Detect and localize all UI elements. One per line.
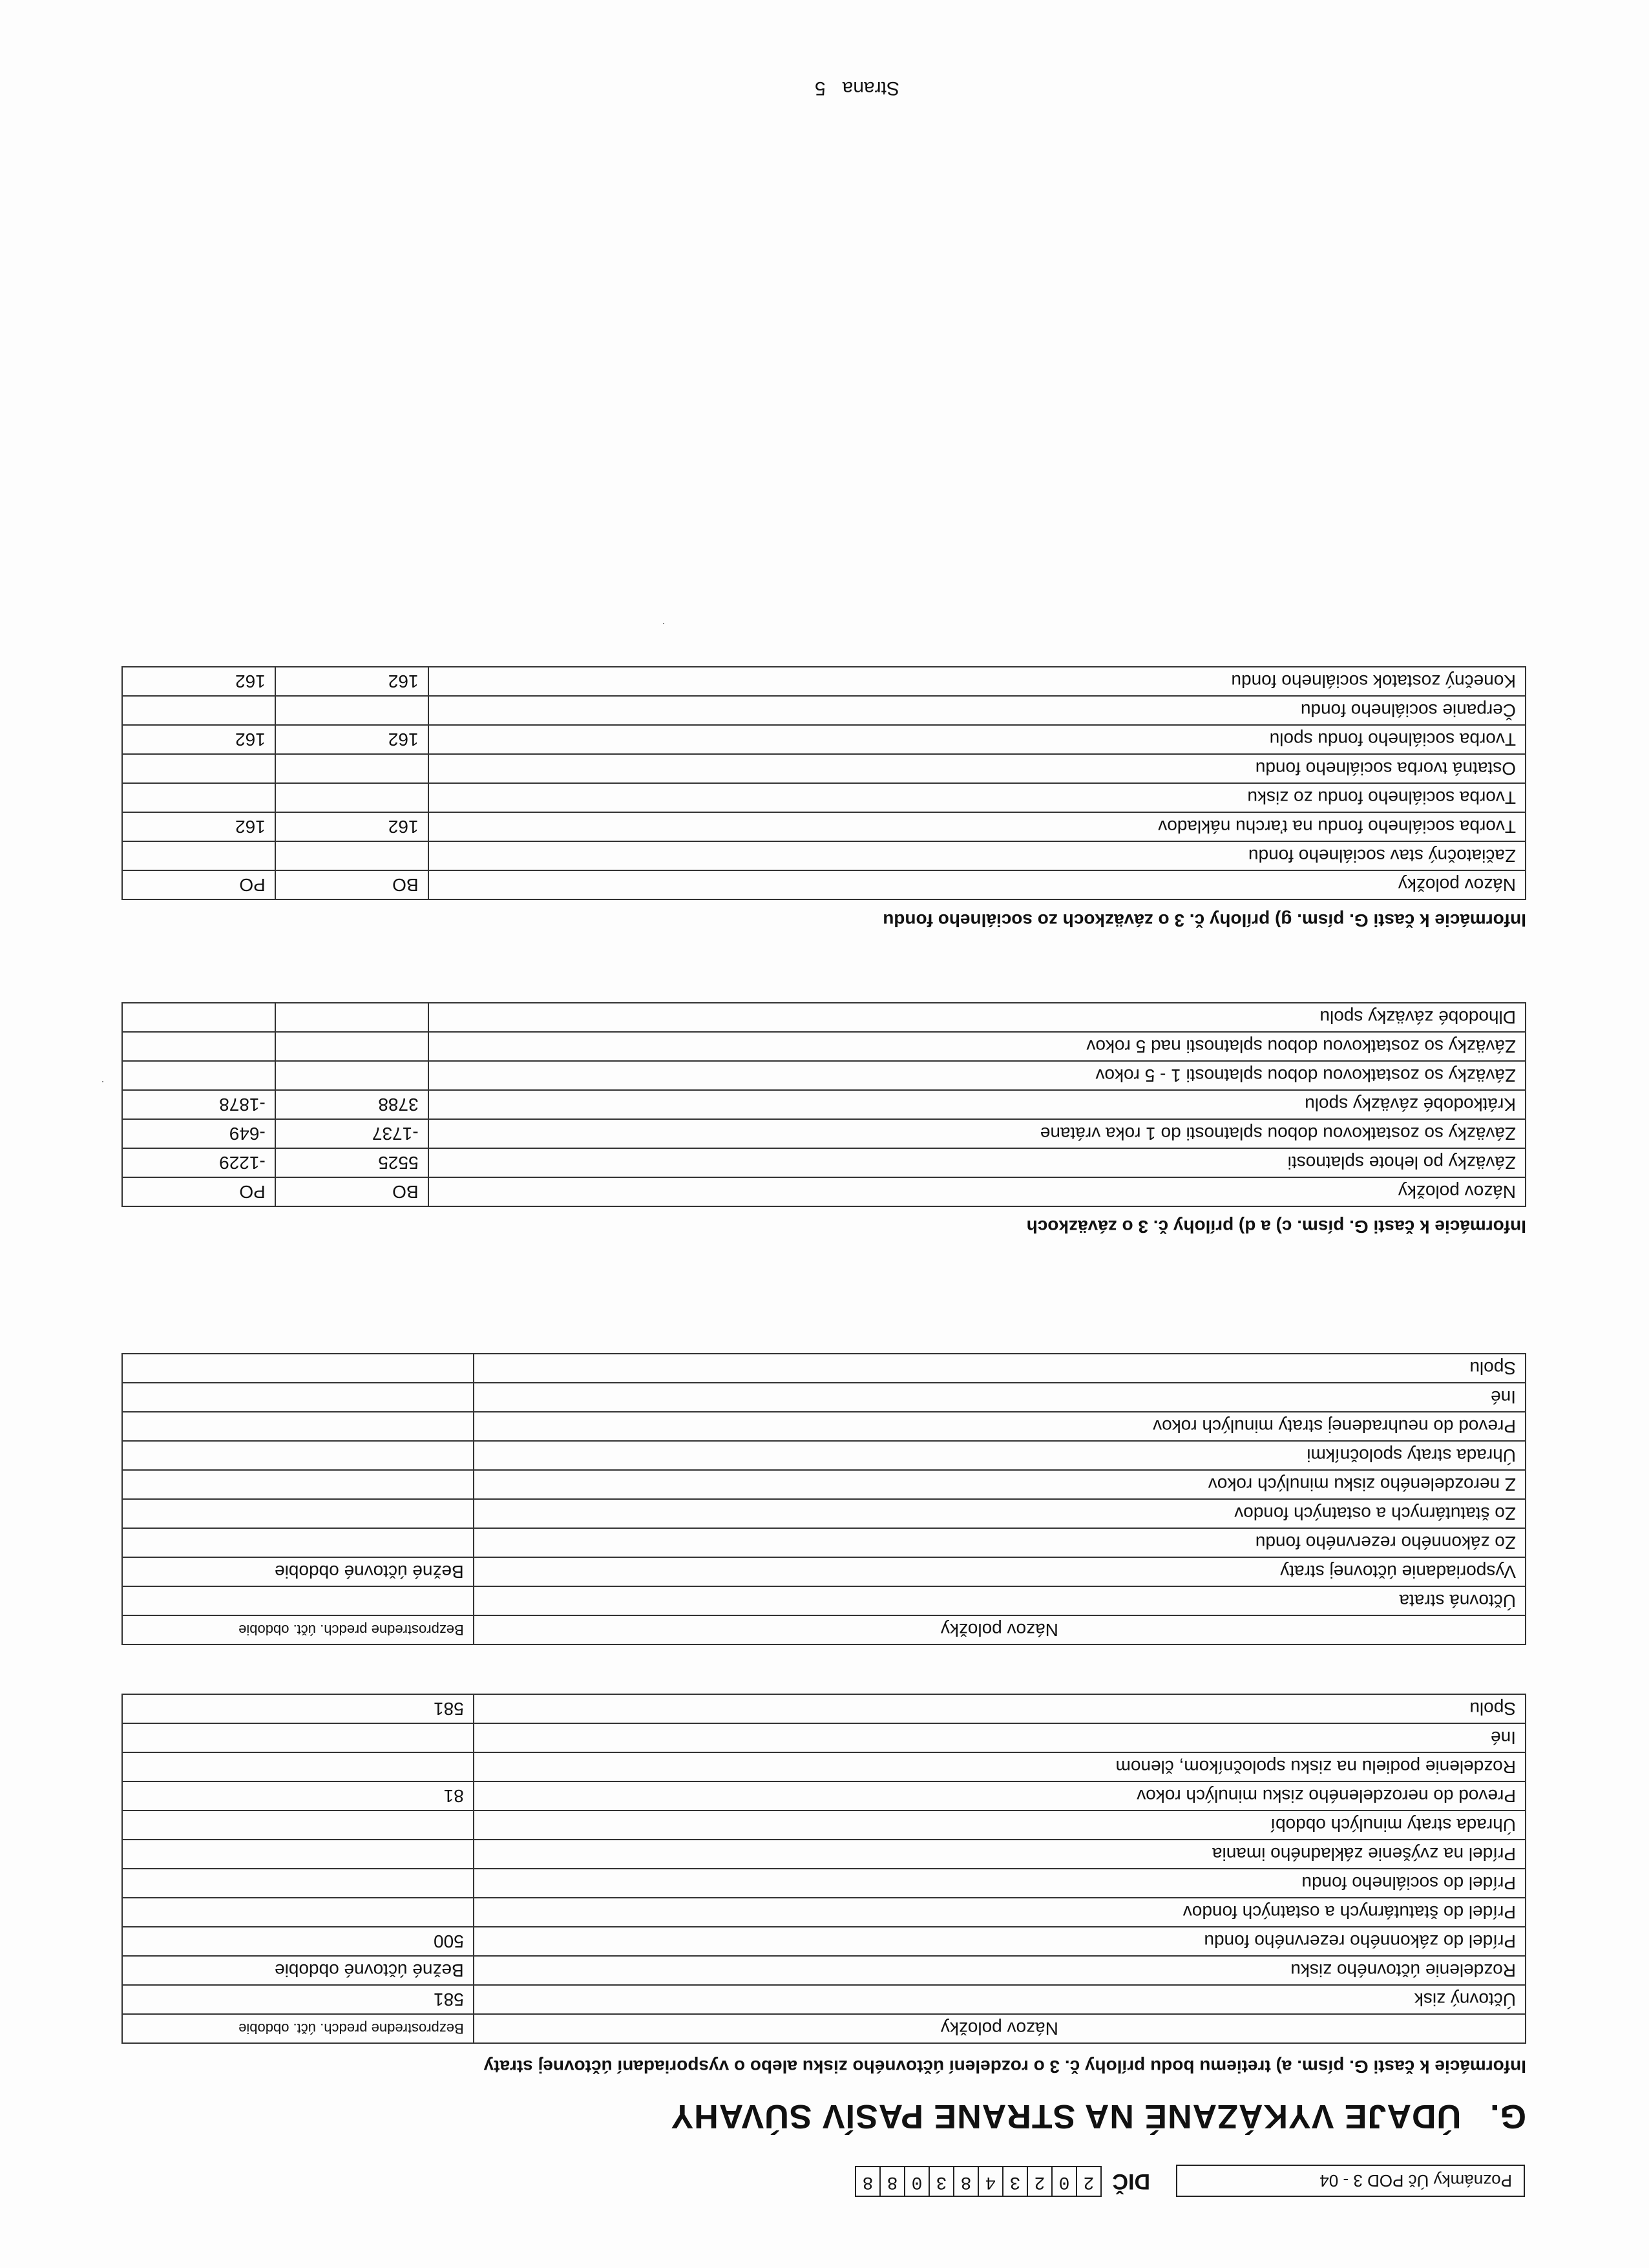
liabilities-row-bo: 5525 bbox=[275, 1148, 428, 1177]
profit-row-label: Prídel na zvýšenie základného imania bbox=[474, 1840, 1526, 1869]
social-fund-row-label: Ostatná tvorba sociálneho fondu bbox=[428, 754, 1526, 783]
loss-table-row bbox=[122, 1499, 1526, 1528]
liabilities-row-po bbox=[122, 1003, 275, 1032]
profit-col-name: Názov položky bbox=[474, 2014, 1526, 2043]
footer-page-number: 5 bbox=[814, 78, 826, 99]
social-fund-row-po: 162 bbox=[122, 812, 275, 841]
social-fund-table-row bbox=[122, 667, 1526, 696]
liabilities-row-bo bbox=[275, 1032, 428, 1061]
social-fund-row-bo: 162 bbox=[275, 725, 428, 754]
profit-row-value bbox=[122, 1898, 474, 1927]
liabilities-row-label: Dlhodobé záväzky spolu bbox=[428, 1003, 1526, 1032]
profit-table-row bbox=[122, 1840, 1526, 1869]
profit-col-prev: Bezprostredne predch. účt. obdobie bbox=[122, 2014, 474, 2043]
liabilities-table-row bbox=[122, 1148, 1526, 1177]
social-fund-row-label: Konečný zostatok sociálneho fondu bbox=[428, 667, 1526, 696]
dic-digit: 3 bbox=[1002, 2166, 1028, 2197]
profit-table-row bbox=[122, 1781, 1526, 1811]
social-fund-table bbox=[121, 666, 1526, 900]
liabilities-row-bo bbox=[275, 1003, 428, 1032]
liabilities-table-row bbox=[122, 1003, 1526, 1032]
social-fund-row-po: 162 bbox=[122, 725, 275, 754]
profit-row-value bbox=[122, 1811, 474, 1840]
social-fund-table-row bbox=[122, 725, 1526, 754]
loss-row-value: Bežné účtovné obdobie bbox=[122, 1557, 474, 1586]
liabilities-row-po: -1229 bbox=[122, 1148, 275, 1177]
profit-table-row bbox=[122, 1752, 1526, 1781]
profit-row-label: Prídel do sociálneho fondu bbox=[474, 1869, 1526, 1898]
loss-table-row bbox=[122, 1412, 1526, 1441]
liabilities-table-row bbox=[122, 1090, 1526, 1119]
social-fund-row-po bbox=[122, 754, 275, 783]
profit-table bbox=[121, 1694, 1526, 2044]
social-fund-row-label: Tvorba sociálneho fondu zo zisku bbox=[428, 783, 1526, 812]
social-fund-row-po bbox=[122, 696, 275, 725]
profit-row-value bbox=[122, 1752, 474, 1781]
profit-header-row bbox=[122, 2014, 1526, 2043]
loss-row-label: Vysporiadanie účtovnej straty bbox=[474, 1557, 1526, 1586]
profit-row-label: Rozdelenie účtovného zisku bbox=[474, 1956, 1526, 1985]
loss-table-row bbox=[122, 1383, 1526, 1412]
liabilities-col-po: PO bbox=[122, 1177, 275, 1206]
social-fund-table-row bbox=[122, 812, 1526, 841]
profit-table-row bbox=[122, 1927, 1526, 1956]
social-fund-header-row bbox=[122, 870, 1526, 899]
social-fund-col-bo: BO bbox=[275, 870, 428, 899]
scan-speck: · bbox=[101, 1076, 105, 1089]
page-footer bbox=[798, 77, 899, 99]
loss-row-value bbox=[122, 1412, 474, 1441]
dic-digit: 2 bbox=[1027, 2166, 1053, 2197]
profit-row-label: Prídel do zákonného rezervného fondu bbox=[474, 1927, 1526, 1956]
liabilities-row-bo: -1737 bbox=[275, 1119, 428, 1148]
social-fund-row-label: Tvorba sociálneho fondu na ťarchu nákladov bbox=[428, 812, 1526, 841]
dic-digit: 0 bbox=[904, 2166, 930, 2197]
liabilities-row-label: Záväzky po lehote splatnosti bbox=[428, 1148, 1526, 1177]
liabilities-row-label: Krátkodobé záväzky spolu bbox=[428, 1090, 1526, 1119]
profit-row-value: 581 bbox=[122, 1985, 474, 2014]
profit-row-value bbox=[122, 1840, 474, 1869]
social-fund-row-po bbox=[122, 841, 275, 870]
profit-table-row bbox=[122, 1985, 1526, 2014]
profit-table-row bbox=[122, 1869, 1526, 1898]
loss-row-value bbox=[122, 1441, 474, 1470]
loss-table bbox=[121, 1353, 1526, 1645]
social-fund-row-bo bbox=[275, 841, 428, 870]
dic-digit: 8 bbox=[953, 2166, 979, 2197]
profit-row-label: Iné bbox=[474, 1723, 1526, 1752]
loss-row-value bbox=[122, 1528, 474, 1557]
liabilities-row-po bbox=[122, 1061, 275, 1090]
loss-table-row bbox=[122, 1557, 1526, 1586]
profit-row-label: Účtovný zisk bbox=[474, 1985, 1526, 2014]
dic-digit: 3 bbox=[929, 2166, 954, 2197]
social-fund-table-row bbox=[122, 696, 1526, 725]
dic-digit: 4 bbox=[978, 2166, 1003, 2197]
loss-table-row bbox=[122, 1441, 1526, 1470]
liabilities-row-bo bbox=[275, 1061, 428, 1090]
social-fund-table-row bbox=[122, 841, 1526, 870]
loss-col-name: Názov položky bbox=[474, 1615, 1526, 1644]
social-fund-table-row bbox=[122, 754, 1526, 783]
loss-row-label: Z nerozdeleného zisku minulých rokov bbox=[474, 1470, 1526, 1499]
loss-header-row bbox=[122, 1615, 1526, 1644]
loss-table-row bbox=[122, 1586, 1526, 1615]
dic-digit-boxes bbox=[856, 2166, 1102, 2197]
social-fund-row-bo bbox=[275, 783, 428, 812]
liabilities-row-label: Záväzky so zostatkovou dobou splatnosti 1 - 5 rokov bbox=[428, 1061, 1526, 1090]
liabilities-row-bo: 3788 bbox=[275, 1090, 428, 1119]
liabilities-table bbox=[121, 1002, 1526, 1207]
loss-row-label: Prevod do neuhradenej straty minulých rokov bbox=[474, 1412, 1526, 1441]
profit-info-heading: Informácie k časti G. písm. a) tretiemu bodu prílohy č. 3 o rozdelení účtovného zisku alebo o vysporiadaní účtovnej straty bbox=[483, 2057, 1526, 2077]
dic-digit: 8 bbox=[855, 2166, 881, 2197]
loss-row-label: Iné bbox=[474, 1383, 1526, 1412]
profit-table-row bbox=[122, 1956, 1526, 1985]
dic-digit: 0 bbox=[1051, 2166, 1077, 2197]
profit-row-label: Prídel do štatutárnych a ostatných fondov bbox=[474, 1898, 1526, 1927]
dic-label: DIČ bbox=[1112, 2169, 1150, 2194]
social-fund-table-row bbox=[122, 783, 1526, 812]
social-fund-info-heading: Informácie k časti G. písm. g) prílohy č. 3 o záväzkoch zo sociálneho fondu bbox=[883, 910, 1526, 930]
loss-table-row bbox=[122, 1354, 1526, 1383]
loss-row-label: Spolu bbox=[474, 1354, 1526, 1383]
liabilities-col-bo: BO bbox=[275, 1177, 428, 1206]
liabilities-row-label: Záväzky so zostatkovou dobou splatnosti do 1 roka vrátane bbox=[428, 1119, 1526, 1148]
loss-row-label: Úhrada straty spoločníkmi bbox=[474, 1441, 1526, 1470]
profit-row-value: 581 bbox=[122, 1694, 474, 1723]
profit-table-row bbox=[122, 1811, 1526, 1840]
social-fund-row-po bbox=[122, 783, 275, 812]
social-fund-col-name: Názov položky bbox=[428, 870, 1526, 899]
profit-row-value: Bežné účtovné obdobie bbox=[122, 1956, 474, 1985]
liabilities-row-po bbox=[122, 1032, 275, 1061]
social-fund-row-po: 162 bbox=[122, 667, 275, 696]
loss-row-value bbox=[122, 1470, 474, 1499]
liabilities-table-row bbox=[122, 1061, 1526, 1090]
profit-row-value bbox=[122, 1723, 474, 1752]
social-fund-row-bo bbox=[275, 754, 428, 783]
social-fund-row-label: Tvorba sociálneho fondu spolu bbox=[428, 725, 1526, 754]
liabilities-table-row bbox=[122, 1032, 1526, 1061]
dic-digit: 2 bbox=[1076, 2166, 1102, 2197]
social-fund-row-bo: 162 bbox=[275, 667, 428, 696]
loss-row-value bbox=[122, 1383, 474, 1412]
liabilities-info-heading: Informácie k časti G. písm. c) a d) prílohy č. 3 o záväzkoch bbox=[1026, 1217, 1526, 1237]
section-title: ÚDAJE VYKÁZANÉ NA STRANE PASÍV SÚVAHY bbox=[670, 2097, 1462, 2135]
liabilities-row-po: -649 bbox=[122, 1119, 275, 1148]
profit-table-row bbox=[122, 1723, 1526, 1752]
loss-row-value bbox=[122, 1586, 474, 1615]
loss-table-row bbox=[122, 1528, 1526, 1557]
profit-row-label: Prevod do nerozdeleného zisku minulých rokov bbox=[474, 1781, 1526, 1811]
scan-speck: · bbox=[662, 618, 666, 631]
liabilities-header-row bbox=[122, 1177, 1526, 1206]
social-fund-row-bo bbox=[275, 696, 428, 725]
profit-row-label: Spolu bbox=[474, 1694, 1526, 1723]
profit-table-row bbox=[122, 1694, 1526, 1723]
profit-table-row bbox=[122, 1898, 1526, 1927]
profit-row-label: Rozdelenie podielu na zisku spoločníkom, členom bbox=[474, 1752, 1526, 1781]
form-label-box bbox=[1176, 2165, 1525, 2197]
liabilities-row-po: -1878 bbox=[122, 1090, 275, 1119]
profit-row-label: Úhrada straty minulých období bbox=[474, 1811, 1526, 1840]
liabilities-row-label: Záväzky so zostatkovou dobou splatnosti nad 5 rokov bbox=[428, 1032, 1526, 1061]
loss-row-label: Účtovná strata bbox=[474, 1586, 1526, 1615]
loss-row-label: Zo štatutárnych a ostatných fondov bbox=[474, 1499, 1526, 1528]
section-letter: G. bbox=[1489, 2097, 1526, 2135]
profit-row-value bbox=[122, 1869, 474, 1898]
loss-row-value bbox=[122, 1499, 474, 1528]
liabilities-col-name: Názov položky bbox=[428, 1177, 1526, 1206]
loss-col-prev: Bezprostredne predch. účt. obdobie bbox=[122, 1615, 474, 1644]
loss-row-label: Zo zákonného rezervného fondu bbox=[474, 1528, 1526, 1557]
dic-digit: 8 bbox=[879, 2166, 905, 2197]
social-fund-row-label: Čerpanie sociálneho fondu bbox=[428, 696, 1526, 725]
social-fund-row-label: Začiatočný stav sociálneho fondu bbox=[428, 841, 1526, 870]
social-fund-col-po: PO bbox=[122, 870, 275, 899]
profit-row-value: 500 bbox=[122, 1927, 474, 1956]
loss-table-row bbox=[122, 1470, 1526, 1499]
footer-label: Strana bbox=[842, 78, 899, 99]
social-fund-row-bo: 162 bbox=[275, 812, 428, 841]
loss-row-value bbox=[122, 1354, 474, 1383]
form-label: Poznámky Úč POD 3 - 04 bbox=[1319, 2171, 1512, 2190]
section-heading bbox=[671, 2097, 1526, 2136]
liabilities-table-row bbox=[122, 1119, 1526, 1148]
profit-row-value: 81 bbox=[122, 1781, 474, 1811]
